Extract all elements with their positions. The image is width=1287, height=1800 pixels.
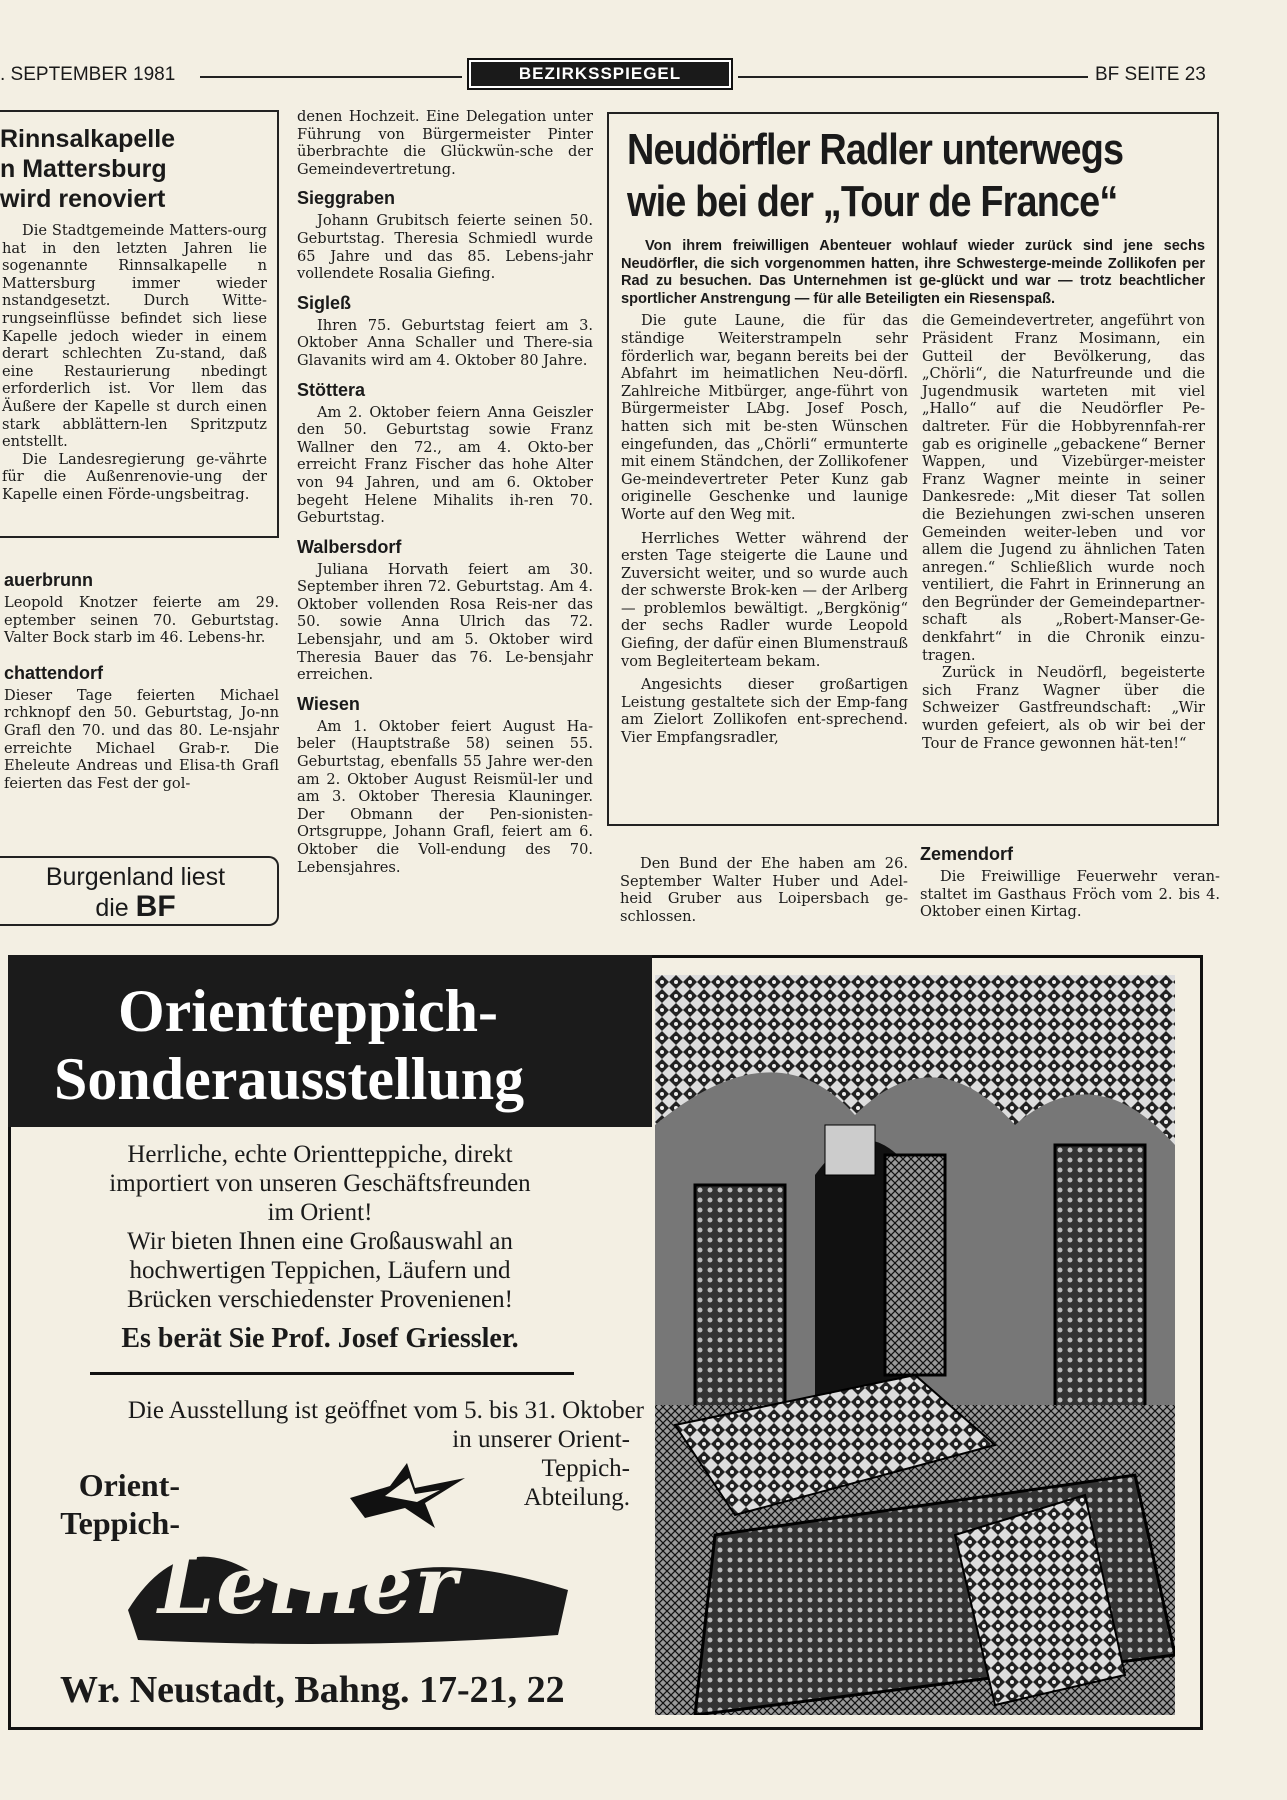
- box-title-line: n Mattersburg: [0, 155, 167, 183]
- section-title: Stöttera: [297, 379, 366, 400]
- section-text: Juliana Horvath feiert am 30. September ihren 72. Geburtstag. Am 4. Oktober vollenden Rosa Reis-ner das 50. sowie Anna Ulrich das 72. Lebensjahr, und am 5. Oktober wird Theresia Bauer das 76. Le-bensjahr erreichen.: [297, 560, 593, 684]
- ad-divider: [90, 1372, 574, 1375]
- section-text: Dieser Tage feierten Michael rchknopf den 50. Geburtstag, Jo-nn Grafl den 70. und das 80. Le-nsjahr erreichte Michael Grab-r. Die Eheleute Andreas und Elisa-th Grafl feierten das Fest der gol-: [4, 686, 279, 792]
- section-title: chattendorf: [4, 662, 103, 683]
- paragraph: Die gute Laune, die für das ständige Weiterstrampeln sehr förderlich war, begann bereits bei der Abfahrt im heimatlichen Neu-dörfl. Zahlreiche Mitbürger, ange-führt von Bürgermeister LAbg. Josef Posch, hatten sich mit be-sten Wünschen eingefunden, das „Chörli“ ermunterte mit einem Ständchen, der Zollikofener Ge-meindevertreter Peter Kunz gab originelle Geschenke und launige Worte auf den Weg mit.: [621, 312, 908, 523]
- ad-line: Abteilung.: [523, 1484, 630, 1511]
- rinnsalkapelle-text: [2, 222, 267, 504]
- bf-logo: BF: [135, 890, 176, 923]
- section-text: Die Freiwillige Feuerwehr veran-staltet im Gasthaus Fröch vom 2. bis 4. Oktober einen Kirtag.: [920, 868, 1220, 921]
- ad-line: Teppich-: [541, 1455, 630, 1482]
- wedding-notice: Den Bund der Ehe haben am 26. September Walter Huber und Adel-heid Gruber aus Loipersbach ge-schlossen.: [620, 855, 908, 925]
- ad-line: Brücken verschiedenster Provenienen!: [127, 1286, 513, 1313]
- issue-date: . SEPTEMBER 1981: [0, 64, 176, 85]
- ad-line: in unserer Orient-: [452, 1426, 630, 1453]
- brand-prefix-line: Teppich-: [60, 1505, 180, 1541]
- section-title: BEZIRKSSPIEGEL: [471, 62, 729, 86]
- brand-prefix-line: Orient-: [78, 1467, 180, 1503]
- section-title: Wiesen: [297, 693, 360, 714]
- ad-title-line-2: Sonderausstellung: [54, 1046, 525, 1112]
- headline-line-1: Neudörfler Radler unterwegs: [627, 125, 1124, 174]
- ad-address: Wr. Neustadt, Bahng. 17-21, 22: [60, 1669, 565, 1711]
- paragraph: die Gemeindevertreter, angeführt von Präsident Franz Mosimann, ein Gutteil der Bevölkerung, das „Chörli“, die Naturfreunde und die Jugendmusik warteten mit viel „Hallo“ auf die Neudörfler Pe-daltreter. Für die Hobbyrennfah-rer gab es originelle „gebackene“ Berner Wappen, und Vizebürger-meister Franz Wagner meinte in seiner Dankesrede: „Mit dieser Tat sollen die Beziehungen zwi-schen unseren Gemeinden weiter-leben und vor allem die Jugend zu ähnlichen Taten anregen.“ Schließlich wurde noch ventiliert, die Fahrt in Erinnerung an den Begründer der Gemeindepartner-schaft als „Robert-Manser-Ge-denkfahrt“ in die Chronik einzu-tragen.: [922, 312, 1205, 664]
- ad-advisor: Es berät Sie Prof. Josef Griessler.: [121, 1323, 519, 1354]
- feature-column-left: [621, 312, 908, 752]
- box-title-line: Rinnsalkapelle: [0, 125, 176, 153]
- box-title-line: wird renoviert: [0, 185, 166, 213]
- lead-paragraph: Von ihrem freiwilligen Abenteuer wohlauf wieder zurück sind jene sechs Neudörfler, die sich vorgenommen hatten, ihre Schwesterge-meinde Zollikofen per Rad zu besuchen. Das Unternehmen ist ge-glückt und war — trotz beachtlicher sportlicher Anstrengung — für alle Beteiligten ein Riesenspaß.: [621, 238, 1205, 307]
- section-title: Sieggraben: [297, 188, 396, 209]
- section-title: auerbrunn: [4, 570, 94, 590]
- zemendorf-section: [920, 838, 1220, 921]
- paragraph: Herrliches Wetter während der ersten Tage steigerte die Laune und Zuversicht weiter, und so wurde auch der schwerste Brok-ken — der Arlberg — problemlos bewältigt. „Bergkönig“ der sechs Radler wurde Leopold Giefing, der dafür einen Blumenstrauß vom Begleiterteam bekam.: [621, 529, 908, 670]
- section-title: Zemendorf: [920, 844, 1014, 864]
- ad-line: importiert von unseren Geschäftsfreunden: [109, 1170, 531, 1197]
- paragraph: Zurück in Neudörfl, begeisterte sich Franz Wagner über die Schweizer Gastfreundschaft: „Wir wurden gefeiert, als ob wir bei der Tour de France gewonnen hät-ten!“: [922, 664, 1205, 752]
- ad-description: [40, 1140, 600, 1353]
- section-text: Johann Grubitsch feierte seinen 50. Geburtstag. Theresia Schmiedl wurde 65 Jahre und das 85. Lebens-jahr vollendete Rosalia Giefing.: [297, 212, 593, 283]
- feature-column-right: [922, 312, 1205, 752]
- feature-columns: [621, 312, 1205, 752]
- section-text: Ihren 75. Geburtstag feiert am 3. Oktober Anna Schaller und There-sia Glavanits wird am 4. Oktober 80 Jahre.: [297, 316, 593, 369]
- hanging-rug-left: [695, 1185, 785, 1415]
- ad-line: im Orient!: [267, 1199, 373, 1226]
- ad-line: hochwertigen Teppichen, Läufern und: [129, 1257, 511, 1284]
- header-rule-left: [200, 76, 462, 78]
- col2: [297, 108, 593, 876]
- paragraph: Die Landesregierung ge-vährte für die Außenrenovie-ung der Kapelle einen Förde-ungsbeitrag.: [2, 450, 267, 503]
- col2-intro: denen Hochzeit. Eine Delegation unter Führung von Bürgermeister Pinter überbrachte die Glückwün-sche der Gemeindevertretung.: [297, 108, 593, 178]
- hanging-rug-center: [885, 1155, 945, 1375]
- promo-die: die: [95, 894, 129, 922]
- feature-article: [607, 112, 1219, 826]
- ad-opening-line: Die Ausstellung ist geöffnet vom 5. bis 31. Oktober: [127, 1397, 644, 1424]
- headline-line-2: wie bei der „Tour de France“: [627, 177, 1118, 226]
- leiner-brand: Leiner: [158, 1538, 459, 1632]
- ad-title-line-1: Orientteppich-: [118, 978, 498, 1044]
- section-text: Leopold Knotzer feierte am 29. eptember seinen 70. Geburtstag. Valter Bock starb im 46. Lebens-hr.: [4, 594, 279, 647]
- col1-sections: [4, 560, 279, 792]
- header-rule-right: [738, 76, 1088, 78]
- rinnsalkapelle-box: [0, 110, 279, 538]
- rinnsalkapelle-title: [0, 124, 277, 214]
- paragraph: Angesichts dieser großartigen Leistung gestaltete sich der Emp-fang am Zielort Zollikofen ent-sprechend. Vier Empfangsradler,: [621, 676, 908, 747]
- bf-promo-box: [0, 856, 279, 926]
- section-text: Am 2. Oktober feiern Anna Geiszler den 50. Geburtstag sowie Franz Wallner den 72., am 4. Okto-ber erreicht Franz Fischer das hohe Alter von 94 Jahren, und am 6. Oktober begeht Helene Mihalits ih-ren 70. Geburtstag.: [297, 403, 593, 527]
- chandelier: [825, 1125, 875, 1175]
- carpet-showroom-illustration: [655, 975, 1175, 1715]
- section-banner: [467, 58, 733, 90]
- section-title: Sigleß: [297, 292, 352, 313]
- paragraph: Die Stadtgemeinde Matters-ourg hat in den letzten Jahren lie sogenannte Rinnsalkapelle n Mattersburg immer wieder nstandgesetzt. Durch Witte-rungseinflüsse befindet sich liese Kapelle jedoch wieder in einem derart schlechten Zu-stand, daß eine Restaurierung nbedingt erforderlich ist. Vor llem das Äußere der Kapelle st durch einen stark abblättern-len Spritzputz entstellt.: [2, 222, 267, 451]
- ad-line: Herrliche, echte Orientteppiche, direkt: [127, 1141, 513, 1168]
- promo-line: Burgenland liest: [45, 863, 226, 891]
- leiner-logo: [118, 1510, 578, 1650]
- ad-line: Wir bieten Ihnen eine Großauswahl an: [127, 1228, 513, 1255]
- page-number: BF SEITE 23: [1095, 64, 1206, 85]
- section-title: Walbersdorf: [297, 536, 402, 557]
- section-text: Am 1. Oktober feiert August Ha-beler (Hauptstraße 58) seinen 55. Geburtstag, ebenfalls 55 Jahre wer-den am 2. Oktober August Reismül-ler und am 3. Oktober Theresia Klauninger. Der Obmann der Pen-sionisten-Ortsgruppe, Johann Grafl, feiert am 6. Oktober die Voll-endung des 70. Lebensjahres.: [297, 717, 593, 876]
- promo-line-2: [0, 892, 277, 923]
- ad-title-block: [8, 955, 652, 1127]
